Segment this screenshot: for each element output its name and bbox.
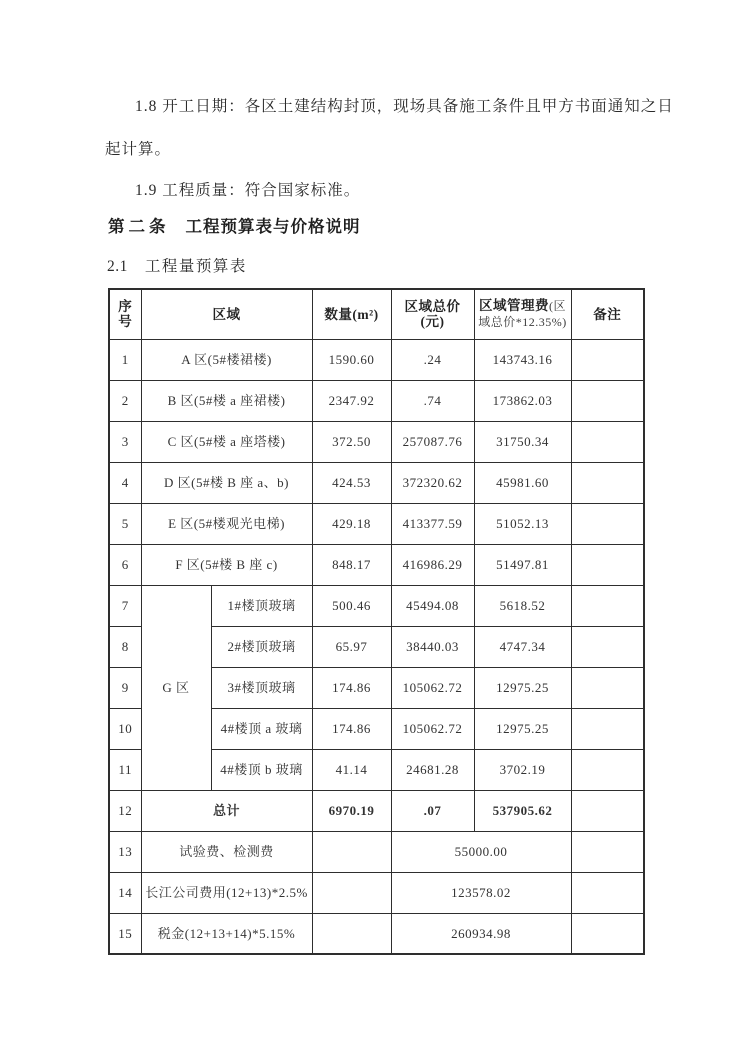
cell-quantity: 2347.92 [312,380,391,421]
cell-group-label: G 区 [141,585,211,790]
cell-total-price: 24681.28 [391,749,474,790]
table-row [109,380,644,421]
cell-remark [571,380,644,421]
cell-region: E 区(5#楼观光电梯) [141,503,312,544]
cell-remark [571,708,644,749]
paragraph-1-8-line2: 起计算。 [105,141,172,158]
cell-quantity: 500.46 [312,585,391,626]
cell-total-price: 257087.76 [391,421,474,462]
cell-merged-value: 55000.00 [391,831,571,872]
budget-table-body [109,339,644,954]
cell-region: C 区(5#楼 a 座塔楼) [141,421,312,462]
cell-quantity: 174.86 [312,708,391,749]
table-row [109,913,644,954]
cell-quantity [312,831,391,872]
cell-mgmt-fee: 5618.52 [474,585,571,626]
sub-heading-number: 2.1 [107,258,128,275]
cell-quantity: 1590.60 [312,339,391,380]
cell-quantity [312,913,391,954]
cell-index: 7 [109,585,141,626]
cell-mgmt-fee: 51497.81 [474,544,571,585]
cell-index: 12 [109,790,141,831]
cell-item: 1#楼顶玻璃 [211,585,312,626]
table-row [109,339,644,380]
budget-table [108,288,645,955]
cell-mgmt-fee: 12975.25 [474,667,571,708]
cell-quantity [312,872,391,913]
header-index: 序号 [109,289,141,339]
section-heading [108,213,361,237]
cell-total-price: 105062.72 [391,708,474,749]
cell-mgmt-fee: 4747.34 [474,626,571,667]
cell-index: 1 [109,339,141,380]
cell-remark [571,544,644,585]
table-row [109,585,644,626]
cell-index: 3 [109,421,141,462]
sub-heading [107,254,247,276]
cell-quantity: 372.50 [312,421,391,462]
cell-quantity: 6970.19 [312,790,391,831]
cell-mgmt-fee: 173862.03 [474,380,571,421]
table-row [109,872,644,913]
cell-mgmt-fee: 12975.25 [474,708,571,749]
cell-region: 试验费、检测费 [141,831,312,872]
cell-remark [571,831,644,872]
cell-quantity: 41.14 [312,749,391,790]
cell-total-price: 416986.29 [391,544,474,585]
cell-remark [571,790,644,831]
cell-remark [571,626,644,667]
cell-index: 13 [109,831,141,872]
cell-region: 总计 [141,790,312,831]
cell-mgmt-fee: 537905.62 [474,790,571,831]
cell-region: F 区(5#楼 B 座 c) [141,544,312,585]
cell-item: 3#楼顶玻璃 [211,667,312,708]
cell-index: 5 [109,503,141,544]
cell-total-price: .07 [391,790,474,831]
sub-heading-title: 工程量预算表 [144,258,247,275]
cell-index: 4 [109,462,141,503]
cell-quantity: 174.86 [312,667,391,708]
cell-item: 4#楼顶 b 玻璃 [211,749,312,790]
cell-total-price: .74 [391,380,474,421]
paragraph-1-9: 1.9 工程质量：符合国家标准。 [135,182,361,199]
cell-remark [571,585,644,626]
cell-merged-value: 260934.98 [391,913,571,954]
header-quantity: 数量(m²) [312,289,391,339]
table-row [109,831,644,872]
cell-total-price: .24 [391,339,474,380]
cell-total-price: 105062.72 [391,667,474,708]
cell-index: 2 [109,380,141,421]
cell-total-price: 45494.08 [391,585,474,626]
cell-index: 14 [109,872,141,913]
cell-merged-value: 123578.02 [391,872,571,913]
cell-index: 9 [109,667,141,708]
cell-remark [571,749,644,790]
cell-mgmt-fee: 3702.19 [474,749,571,790]
cell-region: 税金(12+13+14)*5.15% [141,913,312,954]
table-header-row [109,289,644,339]
cell-quantity: 429.18 [312,503,391,544]
header-mgmt-fee-paren: (区域总价*12.35%) [478,299,567,330]
section-heading-title: 工程预算表与价格说明 [185,217,361,236]
table-row [109,544,644,585]
cell-mgmt-fee: 31750.34 [474,421,571,462]
header-total-price: 区域总价(元) [391,289,474,339]
cell-item: 2#楼顶玻璃 [211,626,312,667]
table-row [109,462,644,503]
cell-item: 4#楼顶 a 玻璃 [211,708,312,749]
cell-remark [571,421,644,462]
cell-quantity: 848.17 [312,544,391,585]
cell-total-price: 372320.62 [391,462,474,503]
cell-quantity: 424.53 [312,462,391,503]
cell-remark [571,667,644,708]
table-row [109,503,644,544]
cell-remark [571,872,644,913]
cell-remark [571,462,644,503]
cell-index: 6 [109,544,141,585]
table-row [109,790,644,831]
cell-remark [571,503,644,544]
header-remark: 备注 [571,289,644,339]
cell-remark [571,339,644,380]
cell-total-price: 38440.03 [391,626,474,667]
header-mgmt-fee-main: 区域管理费 [479,298,549,314]
cell-index: 8 [109,626,141,667]
cell-index: 15 [109,913,141,954]
cell-region: D 区(5#楼 B 座 a、b) [141,462,312,503]
table-row [109,421,644,462]
header-region: 区域 [141,289,312,339]
paragraph-1-8-line1: 1.8 开工日期：各区土建结构封顶，现场具备施工条件且甲方书面通知之日 [135,98,674,115]
cell-mgmt-fee: 45981.60 [474,462,571,503]
cell-quantity: 65.97 [312,626,391,667]
cell-total-price: 413377.59 [391,503,474,544]
cell-mgmt-fee: 51052.13 [474,503,571,544]
cell-region: 长江公司费用(12+13)*2.5% [141,872,312,913]
cell-index: 11 [109,749,141,790]
header-mgmt-fee [474,289,571,339]
cell-index: 10 [109,708,141,749]
cell-remark [571,913,644,954]
cell-mgmt-fee: 143743.16 [474,339,571,380]
cell-region: A 区(5#楼裙楼) [141,339,312,380]
section-heading-number: 第二条 [108,217,170,236]
cell-region: B 区(5#楼 a 座裙楼) [141,380,312,421]
